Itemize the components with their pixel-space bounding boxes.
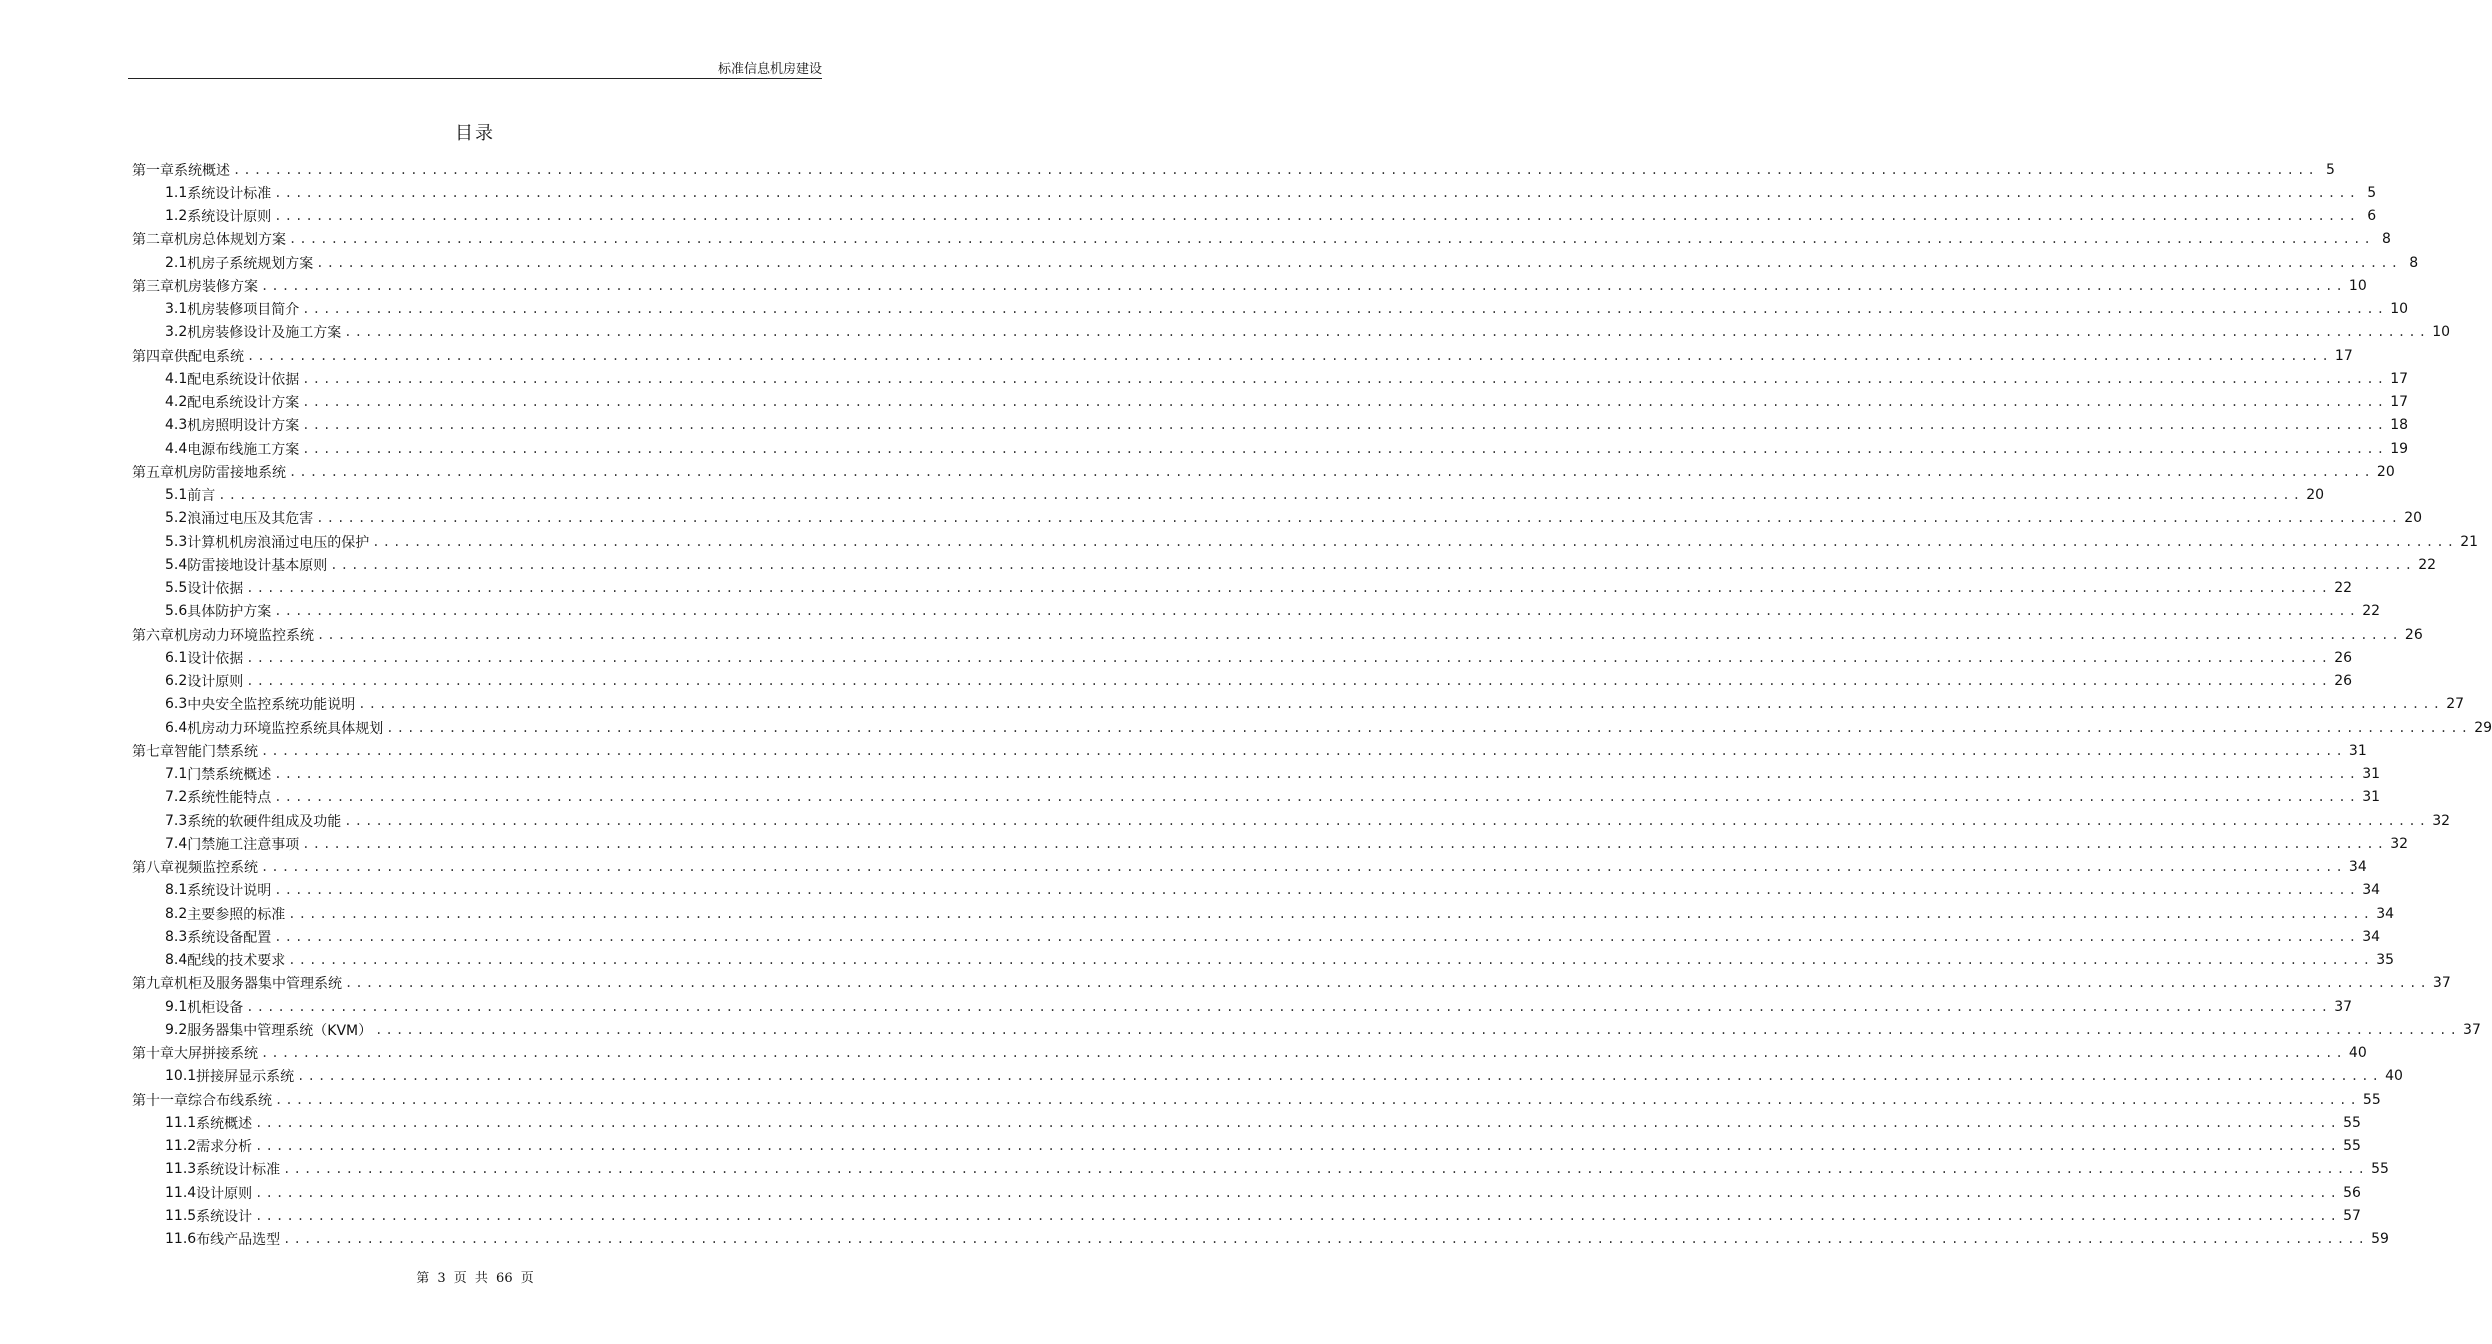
toc-section-entry[interactable] [132,995,2353,1018]
toc-entry-page: 34 [2348,859,2367,876]
toc-entry-page: 56 [2343,1184,2361,1201]
toc-entry-title: 门禁施工注意事项 [187,836,300,853]
toc-entry-title: 前言 [187,488,216,505]
toc-chapter-entry[interactable] [132,344,2353,367]
dot-leader: ........................................................................................................................................................................................................ [255,1139,2341,1154]
toc-entry-page: 5 [2367,184,2377,201]
toc-entry-number: 4.4 [165,440,188,457]
toc-entry-page: 55 [2371,1161,2389,1178]
toc-entry-page: 10 [2348,277,2367,294]
toc-entry-number: 第十章 [132,1046,174,1063]
table-of-contents [132,158,2492,1251]
toc-entry-number: 第九章 [132,976,174,993]
dot-leader: ........................................................................................................................................................................................................ [261,278,2346,293]
toc-section-entry[interactable] [132,391,2409,414]
toc-entry-page: 40 [2385,1068,2403,1085]
dot-leader: ........................................................................................................................................................................................................ [288,953,2374,968]
toc-entry-title: 系统设计原则 [187,209,272,226]
toc-entry-number: 7.3 [165,812,188,829]
toc-entry-page: 57 [2343,1207,2361,1224]
dot-leader: ........................................................................................................................................................................................................ [302,418,2388,433]
toc-entry-title: 设计依据 [187,581,244,598]
toc-entry-page: 6 [2367,208,2377,225]
toc-section-entry[interactable] [132,646,2353,669]
toc-entry-page: 27 [2446,696,2465,713]
toc-section-entry[interactable] [132,251,2419,274]
toc-entry-number: 4.1 [165,370,188,387]
toc-entry-page: 34 [2362,882,2381,899]
toc-entry-title: 配线的技术要求 [187,953,286,970]
dot-leader: ........................................................................................................................................................................................................ [246,650,2332,665]
toc-entry-number: 8.4 [165,952,188,969]
toc-entry-number: 7.2 [165,789,188,806]
toc-entry-number: 第六章 [132,627,174,644]
toc-entry-title: 机房照明设计方案 [187,418,300,435]
toc-entry-number: 6.3 [165,696,188,713]
toc-entry-title: 门禁系统概述 [187,767,272,784]
toc-entry-page: 8 [2409,254,2419,271]
toc-entry-title: 具体防护方案 [187,604,272,621]
toc-entry-page: 34 [2376,905,2395,922]
toc-section-entry[interactable] [132,670,2353,693]
toc-entry-title: 浪涌过电压及其危害 [187,511,314,528]
toc-entry-title: 系统概述 [196,1115,253,1132]
toc-entry-page: 20 [2376,463,2395,480]
dot-leader: ........................................................................................................................................................................................................ [302,395,2388,410]
toc-entry-title: 配电系统设计方案 [187,395,300,412]
dot-leader: ........................................................................................................................................................................................................ [261,743,2346,758]
toc-section-entry[interactable] [132,321,2451,344]
toc-entry-title: 机柜及服务器集中管理系统 [174,976,342,993]
toc-entry-number: 5.6 [165,603,188,620]
toc-entry-page: 17 [2334,347,2353,364]
toc-entry-page: 18 [2390,417,2409,434]
toc-entry-page: 55 [2343,1138,2361,1155]
toc-entry-number: 5.3 [165,533,188,550]
toc-entry-title: 供配电系统 [174,348,244,365]
header-title: 标准信息机房建设 [717,62,822,77]
dot-leader: ........................................................................................................................................................................................................ [386,720,2472,735]
toc-section-entry[interactable] [132,925,2381,948]
toc-section-entry[interactable] [132,786,2381,809]
dot-leader: ........................................................................................................................................................................................................ [274,185,2360,200]
toc-entry-page: 37 [2432,975,2451,992]
toc-entry-page: 26 [2334,649,2353,666]
toc-entry-number: 8.2 [165,905,188,922]
toc-entry-page: 26 [2334,673,2353,690]
toc-entry-number: 1.2 [165,208,188,225]
toc-entry-number: 第四章 [132,348,174,365]
toc-entry-title: 电源布线施工方案 [187,441,300,458]
toc-entry-title: 机房动力环境监控系统具体规划 [187,720,384,737]
dot-leader: ........................................................................................................................................................................................................ [302,441,2388,456]
toc-entry-number: 7.4 [165,835,188,852]
dot-leader: ........................................................................................................................................................................................................ [289,232,2374,247]
toc-entry-title: 服务器集中管理系统（KVM） [187,1022,373,1039]
toc-chapter-entry[interactable] [132,1042,2367,1065]
dot-leader: ........................................................................................................................................................................................................ [274,790,2360,805]
toc-entry-page: 21 [2460,533,2479,550]
toc-section-entry[interactable] [132,1204,2361,1227]
dot-leader: ........................................................................................................................................................................................................ [274,209,2360,224]
dot-leader: ........................................................................................................................................................................................................ [246,999,2332,1014]
dot-leader: ........................................................................................................................................................................................................ [316,255,2402,270]
toc-entry-page: 37 [2334,998,2353,1015]
dot-leader: ........................................................................................................................................................................................................ [344,325,2430,340]
dot-leader: ........................................................................................................................................................................................................ [274,883,2360,898]
toc-entry-title: 配电系统设计依据 [187,371,300,388]
toc-entry-title: 系统设备配置 [187,929,272,946]
toc-section-entry[interactable] [132,181,2377,204]
toc-entry-page: 26 [2404,626,2423,643]
toc-section-entry[interactable] [132,902,2395,925]
page-header [128,62,822,79]
toc-entry-page: 17 [2390,394,2409,411]
toc-entry-title: 机房装修方案 [174,278,258,295]
toc-entry-title: 机房子系统规划方案 [187,255,314,272]
toc-entry-number: 第五章 [132,464,174,481]
dot-leader: ........................................................................................................................................................................................................ [288,906,2374,921]
toc-entry-title: 大屏拼接系统 [174,1046,258,1063]
toc-entry-page: 22 [2362,603,2381,620]
dot-leader: ........................................................................................................................................................................................................ [255,1115,2341,1130]
toc-entry-page: 32 [2390,835,2409,852]
toc-section-entry[interactable] [132,1135,2361,1158]
dot-leader: ........................................................................................................................................................................................................ [233,162,2318,177]
toc-entry-page: 19 [2390,440,2409,457]
toc-entry-title: 系统的软硬件组成及功能 [187,813,342,830]
toc-entry-title: 主要参照的标准 [187,906,286,923]
toc-entry-title: 设计原则 [196,1185,253,1202]
dot-leader: ........................................................................................................................................................................................................ [218,488,2304,503]
toc-entry-title: 系统设计标准 [187,185,272,202]
toc-section-entry[interactable] [132,553,2437,576]
toc-section-entry[interactable] [132,437,2409,460]
dot-leader: ........................................................................................................................................................................................................ [246,674,2332,689]
dot-leader: ........................................................................................................................................................................................................ [375,1022,2461,1037]
dot-leader: ........................................................................................................................................................................................................ [302,302,2388,317]
toc-chapter-entry[interactable] [132,623,2423,646]
toc-entry-page: 29 [2474,719,2492,736]
toc-section-entry[interactable] [132,1181,2361,1204]
dot-leader: ........................................................................................................................................................................................................ [283,1232,2369,1247]
toc-section-entry[interactable] [132,1228,2389,1251]
toc-entry-title: 中央安全监控系统功能说明 [187,697,356,714]
toc-entry-number: 2.1 [165,254,188,271]
toc-entry-title: 拼接屏显示系统 [196,1069,295,1086]
toc-entry-page: 22 [2334,580,2353,597]
toc-entry-number: 3.1 [165,301,188,318]
toc-entry-title: 机房装修设计及施工方案 [187,325,342,342]
toc-section-entry[interactable] [132,949,2395,972]
toc-entry-number: 10.1 [165,1068,197,1085]
toc-entry-number: 4.3 [165,417,188,434]
toc-entry-page: 17 [2390,370,2409,387]
toc-section-entry[interactable] [132,484,2325,507]
toc-entry-number: 5.5 [165,580,188,597]
toc-entry-number: 第十一章 [132,1092,188,1109]
dot-leader: ........................................................................................................................................................................................................ [330,557,2416,572]
toc-entry-number: 5.1 [165,487,188,504]
toc-entry-page: 34 [2362,928,2381,945]
toc-entry-number: 9.2 [165,1021,188,1038]
toc-entry-title: 设计依据 [187,650,244,667]
toc-section-entry[interactable] [132,693,2465,716]
toc-section-entry[interactable] [132,809,2451,832]
toc-entry-number: 11.1 [165,1114,197,1131]
toc-section-entry[interactable] [132,298,2409,321]
toc-entry-page: 10 [2432,324,2451,341]
toc-entry-number: 9.1 [165,998,188,1015]
toc-entry-title: 机房防雷接地系统 [174,464,286,481]
toc-entry-page: 37 [2463,1021,2481,1038]
toc-section-entry[interactable] [132,1111,2361,1134]
toc-entry-number: 第七章 [132,743,174,760]
dot-leader: ........................................................................................................................................................................................................ [255,1208,2341,1223]
dot-leader: ........................................................................................................................................................................................................ [302,836,2388,851]
dot-leader: ........................................................................................................................................................................................................ [246,581,2332,596]
toc-chapter-entry[interactable] [132,856,2367,879]
dot-leader: ........................................................................................................................................................................................................ [274,929,2360,944]
toc-section-entry[interactable] [132,879,2381,902]
toc-entry-page: 31 [2362,789,2381,806]
dot-leader: ........................................................................................................................................................................................................ [372,534,2458,549]
toc-entry-number: 11.6 [165,1231,197,1248]
dot-leader: ........................................................................................................................................................................................................ [255,1185,2341,1200]
toc-entry-title: 机房动力环境监控系统 [174,627,314,644]
toc-entry-page: 8 [2382,231,2391,248]
toc-section-entry[interactable] [132,205,2377,228]
toc-entry-number: 4.2 [165,394,188,411]
dot-leader: ........................................................................................................................................................................................................ [247,348,2332,363]
toc-entry-page: 40 [2348,1045,2367,1062]
toc-section-entry[interactable] [132,530,2479,553]
dot-leader: ........................................................................................................................................................................................................ [297,1069,2383,1084]
toc-section-entry[interactable] [132,600,2381,623]
toc-entry-page: 20 [2306,487,2325,504]
dot-leader: ........................................................................................................................................................................................................ [289,464,2374,479]
toc-entry-number: 6.1 [165,649,188,666]
dot-leader: ........................................................................................................................................................................................................ [275,1092,2360,1107]
toc-entry-title: 防雷接地设计基本原则 [187,557,328,574]
toc-section-entry[interactable] [132,1158,2389,1181]
toc-entry-number: 第三章 [132,278,174,295]
toc-chapter-entry[interactable] [132,228,2391,251]
toc-entry-title: 计算机机房浪涌过电压的保护 [187,534,370,551]
toc-entry-number: 11.3 [165,1161,197,1178]
toc-entry-number: 第一章 [132,162,174,179]
toc-entry-page: 31 [2348,742,2367,759]
toc-entry-title: 系统设计说明 [187,883,272,900]
toc-entry-number: 6.4 [165,719,188,736]
toc-entry-number: 11.5 [165,1207,197,1224]
dot-leader: ........................................................................................................................................................................................................ [302,371,2388,386]
toc-entry-title: 机柜设备 [187,999,244,1016]
toc-entry-title: 系统设计标准 [196,1162,281,1179]
toc-chapter-entry[interactable] [132,1088,2381,1111]
toc-section-entry[interactable] [132,832,2409,855]
toc-chapter-entry[interactable] [132,739,2367,762]
toc-section-entry[interactable] [132,716,2492,739]
toc-entry-page: 20 [2404,510,2423,527]
toc-entry-number: 5.2 [165,510,188,527]
toc-entry-title: 机房总体规划方案 [174,232,286,249]
toc-entry-title: 布线产品选型 [196,1232,281,1249]
toc-entry-page: 35 [2376,952,2395,969]
toc-entry-number: 3.2 [165,324,188,341]
page-footer: 第 3 页 共 66 页 [416,1271,534,1286]
toc-section-entry[interactable] [132,367,2409,390]
toc-entry-title: 系统性能特点 [187,790,272,807]
toc-section-entry[interactable] [132,414,2409,437]
dot-leader: ........................................................................................................................................................................................................ [316,511,2402,526]
toc-entry-title: 系统设计 [196,1208,253,1225]
toc-entry-number: 5.4 [165,556,188,573]
toc-entry-number: 1.1 [165,184,188,201]
dot-leader: ........................................................................................................................................................................................................ [261,1046,2346,1061]
toc-entry-page: 55 [2362,1091,2381,1108]
toc-entry-title: 智能门禁系统 [174,743,258,760]
toc-entry-page: 55 [2343,1114,2361,1131]
toc-chapter-entry[interactable] [132,274,2367,297]
toc-chapter-entry[interactable] [132,460,2395,483]
dot-leader: ........................................................................................................................................................................................................ [345,976,2430,991]
toc-entry-title: 需求分析 [196,1139,253,1156]
toc-section-entry[interactable] [132,1018,2481,1041]
toc-entry-number: 8.1 [165,882,188,899]
toc-section-entry[interactable] [132,763,2381,786]
toc-entry-page: 32 [2432,812,2451,829]
toc-entry-title: 系统概述 [174,162,230,179]
dot-leader: ........................................................................................................................................................................................................ [274,767,2360,782]
dot-leader: ........................................................................................................................................................................................................ [344,813,2430,828]
toc-section-entry[interactable] [132,1065,2403,1088]
toc-entry-title: 机房装修项目简介 [187,302,300,319]
toc-chapter-entry[interactable] [132,972,2451,995]
toc-entry-number: 8.3 [165,928,188,945]
toc-entry-title: 视频监控系统 [174,860,258,877]
toc-entry-number: 第八章 [132,860,174,877]
toc-entry-page: 59 [2371,1231,2389,1248]
toc-entry-page: 5 [2326,161,2335,178]
dot-leader: ........................................................................................................................................................................................................ [261,860,2346,875]
toc-entry-number: 7.1 [165,766,188,783]
toc-entry-title: 设计原则 [187,674,244,691]
toc-chapter-entry[interactable] [132,158,2335,181]
toc-entry-number: 第二章 [132,232,174,249]
toc-entry-number: 6.2 [165,673,188,690]
toc-title: 目录 [455,123,495,144]
toc-entry-page: 10 [2390,301,2409,318]
dot-leader: ........................................................................................................................................................................................................ [358,697,2444,712]
toc-entry-number: 11.2 [165,1138,197,1155]
dot-leader: ........................................................................................................................................................................................................ [317,627,2402,642]
toc-entry-number: 11.4 [165,1184,197,1201]
toc-entry-page: 22 [2418,556,2437,573]
toc-section-entry[interactable] [132,577,2353,600]
dot-leader: ........................................................................................................................................................................................................ [274,604,2360,619]
toc-entry-page: 31 [2362,766,2381,783]
toc-section-entry[interactable] [132,507,2423,530]
toc-entry-title: 综合布线系统 [188,1092,272,1109]
dot-leader: ........................................................................................................................................................................................................ [283,1162,2369,1177]
